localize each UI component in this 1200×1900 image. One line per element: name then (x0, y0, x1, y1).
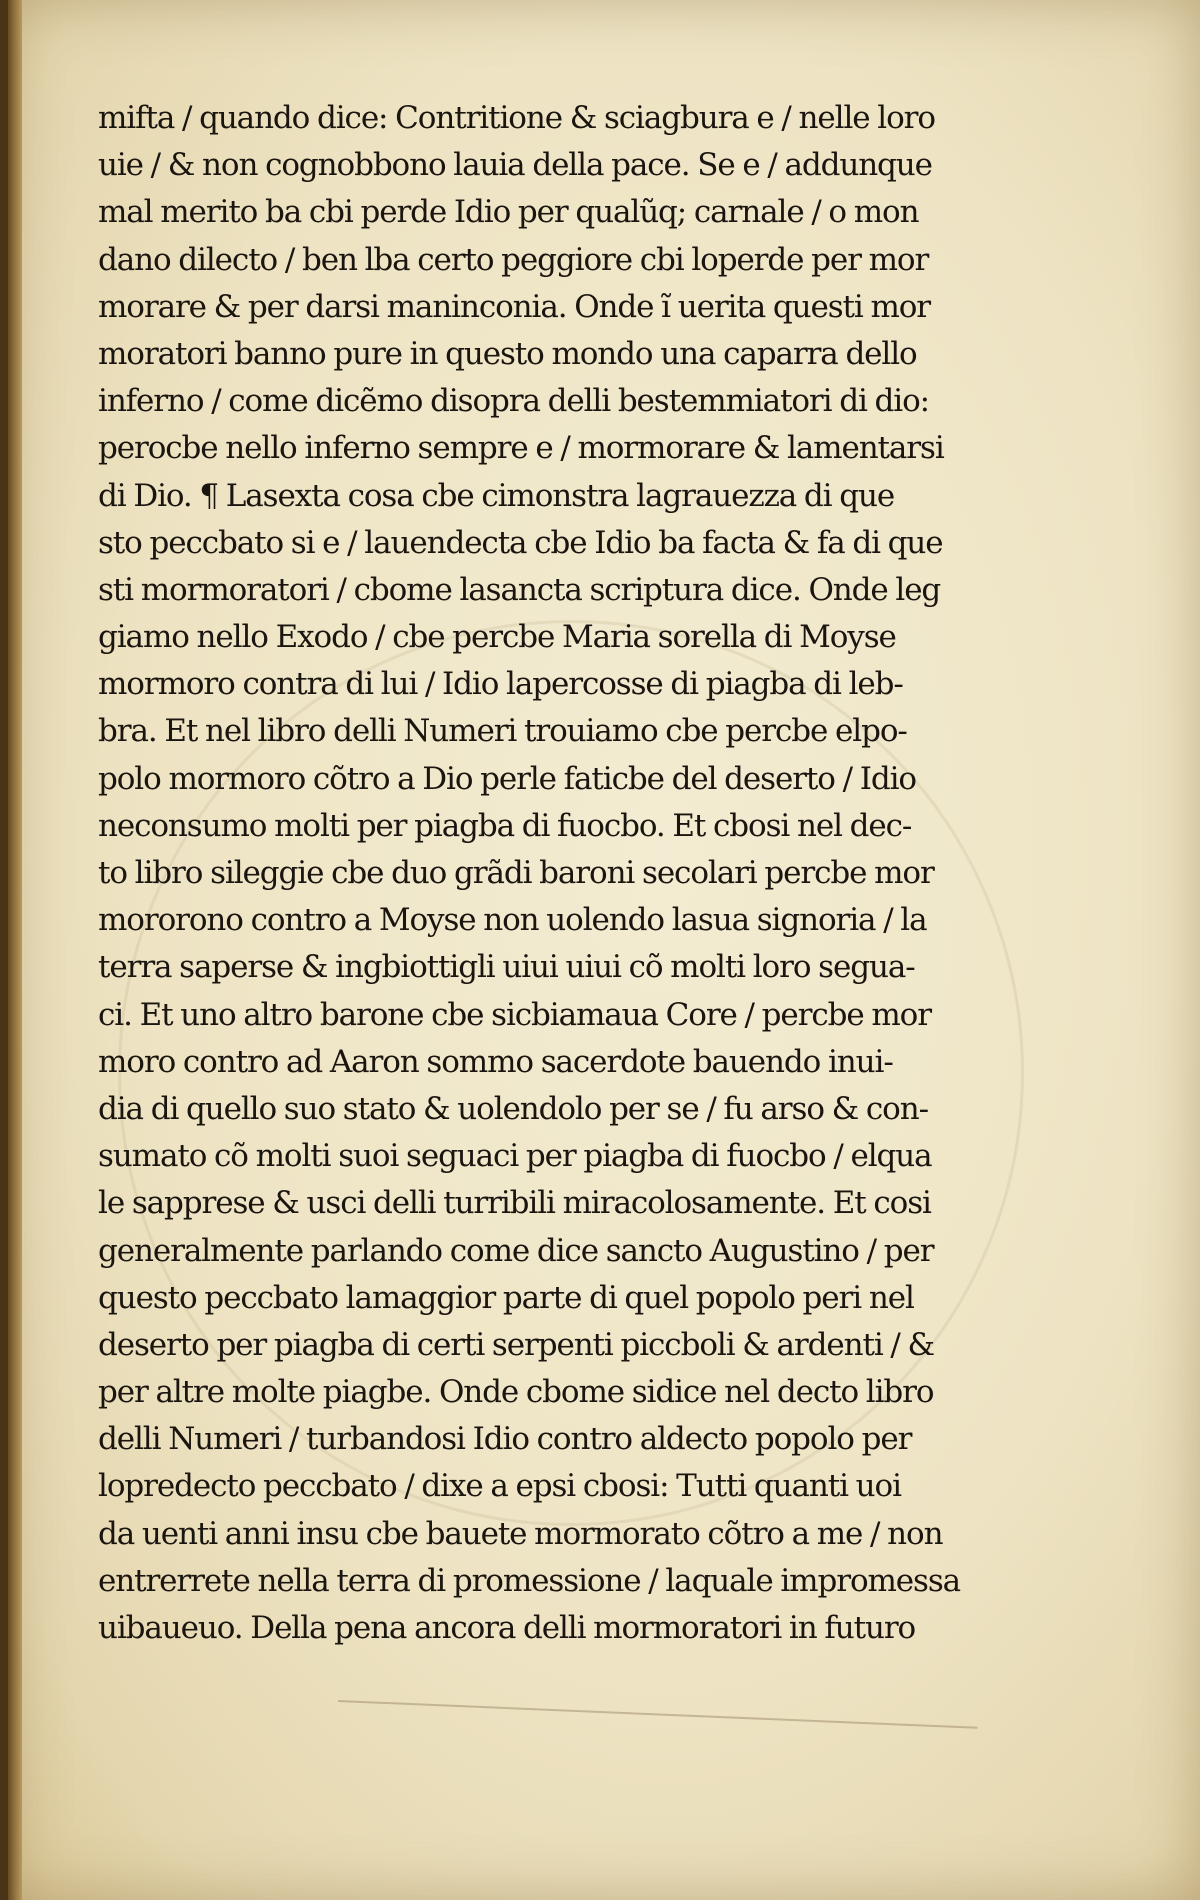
text-line: di Dio. ¶ Lasexta cosa cbe cimonstra lagrauezza di que (98, 477, 895, 514)
text-line: le sapprese & usci delli turribili miracolosamente. Et cosi (98, 1185, 931, 1222)
text-line: to libro sileggie cbe duo grãdi baroni secolari percbe mor (98, 855, 934, 891)
text-line: giamo nello Exodo / cbe percbe Maria sorella di Moyse (98, 619, 896, 656)
text-column (98, 95, 961, 1652)
text-line: per altre molte piagbe. Onde cbome sidice nel decto libro (98, 1374, 934, 1411)
text-line: uie / & non cognobbono lauia della pace. Se e / addunque (98, 147, 932, 184)
text-line: ci. Et uno altro barone cbe sicbiamaua Core / percbe mor (98, 996, 931, 1033)
text-line: mal merito ba cbi perde Idio per qualũq; carnale / o mon (98, 194, 919, 231)
binding-edge (8, 0, 22, 1900)
text-line: bra. Et nel libro delli Numeri trouiamo cbe percbe elpo- (98, 713, 907, 750)
text-line: terra saperse & ingbiottigli uiui uiui cõ molti loro segua- (98, 949, 915, 986)
text-line: perocbe nello inferno sempre e / mormorare & lamentarsi (98, 430, 944, 467)
text-line: lopredecto peccbato / dixe a epsi cbosi: Tutti quanti uoi (98, 1468, 901, 1505)
text-line: moro contro ad Aaron sommo sacerdote bauendo inui- (98, 1043, 893, 1080)
text-line: mormoro contra di lui / Idio lapercosse di piagba di leb- (98, 666, 903, 703)
faint-ruling-line (338, 1700, 978, 1729)
text-line: entrerrete nella terra di promessione / laquale impromessa (98, 1562, 961, 1599)
text-line: moratori banno pure in questo mondo una caparra dello (98, 335, 917, 372)
text-line: uibaueuo. Della pena ancora delli mormoratori in futuro (98, 1610, 916, 1646)
text-line: dia di quello suo stato & uolendolo per se / fu arso & con- (98, 1090, 928, 1127)
text-line: questo peccbato lamaggior parte di quel popolo peri nel (98, 1279, 914, 1316)
text-line: delli Numeri / turbandosi Idio contro aldecto popolo per (98, 1421, 912, 1458)
text-line: neconsumo molti per piagba di fuocbo. Et cbosi nel dec- (98, 807, 912, 844)
text-line: mororono contro a Moyse non uolendo lasua signoria / la (98, 902, 927, 939)
text-line: generalmente parlando come dice sancto Augustino / per (98, 1232, 934, 1269)
text-line: mifta / quando dice: Contritione & sciagbura e / nelle loro (98, 100, 935, 136)
text-line: inferno / come dicẽmo disopra delli bestemmiatori di dio: (98, 383, 929, 420)
text-line: sti mormoratori / cbome lasancta scriptura dice. Onde leg (98, 571, 941, 608)
text-line: dano dilecto / ben lba certo peggiore cbi loperde per mor (98, 241, 929, 278)
text-line: deserto per piagba di certi serpenti piccboli & ardenti / & (98, 1326, 934, 1363)
text-line: sto peccbato si e / lauendecta cbe Idio ba facta & fa di que (98, 524, 943, 561)
text-line: morare & per darsi maninconia. Onde ĩ uerita questi mor (98, 288, 931, 325)
text-line: sumato cõ molti suoi seguaci per piagba di fuocbo / elqua (98, 1138, 932, 1175)
book-page (8, 0, 1200, 1900)
text-line: da uenti anni insu cbe bauete mormorato cõtro a me / non (98, 1515, 943, 1552)
text-line: polo mormoro cõtro a Dio perle faticbe del deserto / Idio (98, 760, 916, 797)
